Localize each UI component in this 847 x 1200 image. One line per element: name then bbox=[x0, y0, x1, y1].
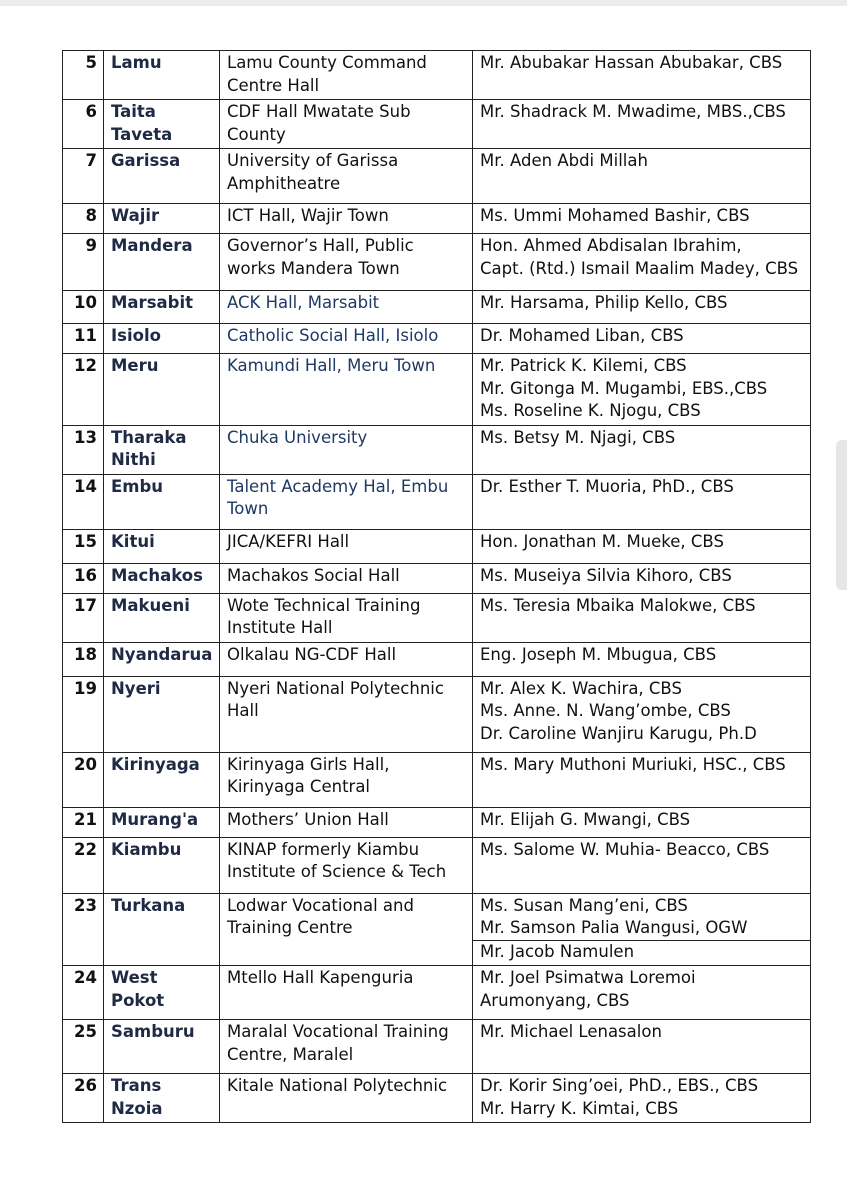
row-number: 22 bbox=[63, 837, 104, 893]
officials-cell bbox=[473, 474, 811, 529]
venue-name: Talent Academy Hal, Embu Town bbox=[220, 474, 473, 529]
county-name: Meru bbox=[104, 354, 220, 426]
officials-cell bbox=[473, 324, 811, 354]
venue-name: Machakos Social Hall bbox=[220, 563, 473, 593]
table-row bbox=[63, 234, 811, 291]
county-name: Wajir bbox=[104, 204, 220, 234]
officials-cell bbox=[473, 354, 811, 426]
row-number: 10 bbox=[63, 291, 104, 324]
county-name: Tharaka Nithi bbox=[104, 425, 220, 474]
row-number: 8 bbox=[63, 204, 104, 234]
county-name: Embu bbox=[104, 474, 220, 529]
official-name: Mr. Patrick K. Kilemi, CBS bbox=[480, 356, 687, 375]
official-name: Mr. Shadrack M. Mwadime, MBS.,CBS bbox=[480, 102, 786, 121]
officials-cell bbox=[473, 291, 811, 324]
county-name: Marsabit bbox=[104, 291, 220, 324]
official-name: Mr. Harsama, Philip Kello, CBS bbox=[480, 293, 728, 312]
official-name: Mr. Samson Palia Wangusi, OGW bbox=[480, 918, 748, 937]
row-number: 21 bbox=[63, 807, 104, 837]
venue-name: Mothers’ Union Hall bbox=[220, 807, 473, 837]
venue-name: Wote Technical Training Institute Hall bbox=[220, 593, 473, 642]
county-name: Turkana bbox=[104, 893, 220, 966]
officials-cell bbox=[473, 1020, 811, 1074]
venue-name: University of Garissa Amphitheatre bbox=[220, 149, 473, 204]
row-number: 13 bbox=[63, 425, 104, 474]
venue-name: KINAP formerly Kiambu Institute of Science & Tech bbox=[220, 837, 473, 893]
row-number: 24 bbox=[63, 966, 104, 1020]
officials-cell bbox=[473, 234, 811, 291]
county-name: Lamu bbox=[104, 51, 220, 100]
table-row bbox=[63, 563, 811, 593]
officials-cell bbox=[473, 1074, 811, 1123]
venue-name: Maralal Vocational Training Centre, Maralel bbox=[220, 1020, 473, 1074]
official-name: Dr. Esther T. Muoria, PhD., CBS bbox=[480, 476, 734, 496]
venue-name: ICT Hall, Wajir Town bbox=[220, 204, 473, 234]
row-number: 25 bbox=[63, 1020, 104, 1074]
venues-table-body bbox=[63, 51, 811, 1123]
table-row bbox=[63, 204, 811, 234]
county-name: Samburu bbox=[104, 1020, 220, 1074]
table-row bbox=[63, 51, 811, 100]
official-name: Eng. Joseph M. Mbugua, CBS bbox=[480, 644, 717, 664]
row-number: 7 bbox=[63, 149, 104, 204]
official-name: Ms. Susan Mang’eni, CBS bbox=[480, 895, 688, 915]
venue-name: Kirinyaga Girls Hall, Kirinyaga Central bbox=[220, 752, 473, 807]
venue-name: Kitale National Polytechnic bbox=[220, 1074, 473, 1123]
official-name: Ms. Roseline K. Njogu, CBS bbox=[480, 401, 701, 420]
official-name: Mr. Joel Psimatwa Loremoi Arumonyang, CBS bbox=[480, 968, 696, 1010]
row-number: 15 bbox=[63, 529, 104, 563]
official-name: Mr. Elijah G. Mwangi, CBS bbox=[480, 809, 691, 829]
officials-cell bbox=[473, 837, 811, 893]
table-row bbox=[63, 676, 811, 752]
row-number: 17 bbox=[63, 593, 104, 642]
row-number: 16 bbox=[63, 563, 104, 593]
table-row bbox=[63, 324, 811, 354]
row-number: 5 bbox=[63, 51, 104, 100]
official-name: Mr. Gitonga M. Mugambi, EBS.,CBS bbox=[480, 378, 768, 398]
official-name: Hon. Ahmed Abdisalan Ibrahim, bbox=[480, 236, 742, 255]
county-name: Kitui bbox=[104, 529, 220, 563]
county-name: West Pokot bbox=[104, 966, 220, 1020]
county-name: Taita Taveta bbox=[104, 100, 220, 149]
officials-cell bbox=[473, 100, 811, 149]
official-name: Dr. Korir Sing’oei, PhD., EBS., CBS bbox=[480, 1076, 759, 1095]
official-name: Hon. Jonathan M. Mueke, CBS bbox=[480, 531, 724, 551]
officials-cell bbox=[473, 807, 811, 837]
table-row bbox=[63, 807, 811, 837]
officials-cell bbox=[473, 966, 811, 1020]
table-row bbox=[63, 100, 811, 149]
table-row bbox=[63, 354, 811, 426]
county-name: Nyandarua bbox=[104, 642, 220, 676]
officials-cell bbox=[473, 893, 811, 966]
row-number: 18 bbox=[63, 642, 104, 676]
venue-name: Lodwar Vocational and Training Centre bbox=[220, 893, 473, 966]
table-row bbox=[63, 1074, 811, 1123]
venue-name: JICA/KEFRI Hall bbox=[220, 529, 473, 563]
venue-name: Chuka University bbox=[220, 425, 473, 474]
official-name: Ms. Ummi Mohamed Bashir, CBS bbox=[480, 206, 750, 225]
row-number: 9 bbox=[63, 234, 104, 291]
venue-name: Lamu County Command Centre Hall bbox=[220, 51, 473, 100]
venue-name: Mtello Hall Kapenguria bbox=[220, 966, 473, 1020]
row-number: 23 bbox=[63, 893, 104, 966]
official-name: Mr. Harry K. Kimtai, CBS bbox=[480, 1098, 679, 1118]
table-row bbox=[63, 474, 811, 529]
venue-name: Nyeri National Polytechnic Hall bbox=[220, 676, 473, 752]
row-number: 20 bbox=[63, 752, 104, 807]
officials-cell bbox=[473, 593, 811, 642]
row-number: 11 bbox=[63, 324, 104, 354]
table-row bbox=[63, 149, 811, 204]
venues-table bbox=[62, 50, 811, 1123]
venue-name: Governor’s Hall, Public works Mandera Town bbox=[220, 234, 473, 291]
official-name: Dr. Mohamed Liban, CBS bbox=[480, 326, 684, 345]
official-name: Mr. Aden Abdi Millah bbox=[480, 151, 648, 170]
officials-cell bbox=[473, 563, 811, 593]
officials-cell bbox=[473, 51, 811, 100]
official-name: Mr. Michael Lenasalon bbox=[480, 1022, 662, 1041]
county-name: Murang'a bbox=[104, 807, 220, 837]
county-name: Kirinyaga bbox=[104, 752, 220, 807]
official-name: Mr. Alex K. Wachira, CBS bbox=[480, 678, 682, 698]
venue-name: CDF Hall Mwatate Sub County bbox=[220, 100, 473, 149]
official-name: Ms. Anne. N. Wang’ombe, CBS bbox=[480, 701, 731, 720]
table-row bbox=[63, 1020, 811, 1074]
official-name: Ms. Teresia Mbaika Malokwe, CBS bbox=[480, 595, 756, 615]
county-name: Kiambu bbox=[104, 837, 220, 893]
row-number: 26 bbox=[63, 1074, 104, 1123]
official-name: Ms. Betsy M. Njagi, CBS bbox=[480, 427, 676, 447]
county-name: Trans Nzoia bbox=[104, 1074, 220, 1123]
county-name: Makueni bbox=[104, 593, 220, 642]
table-row bbox=[63, 291, 811, 324]
officials-cell bbox=[473, 752, 811, 807]
officials-cell bbox=[473, 642, 811, 676]
venue-name: ACK Hall, Marsabit bbox=[220, 291, 473, 324]
officials-cell bbox=[473, 149, 811, 204]
row-number: 12 bbox=[63, 354, 104, 426]
table-row bbox=[63, 529, 811, 563]
county-name: Machakos bbox=[104, 563, 220, 593]
table-row bbox=[63, 593, 811, 642]
county-name: Isiolo bbox=[104, 324, 220, 354]
table-row bbox=[63, 837, 811, 893]
official-name: Dr. Caroline Wanjiru Karugu, Ph.D bbox=[480, 723, 757, 743]
county-name: Nyeri bbox=[104, 676, 220, 752]
official-name: Ms. Museiya Silvia Kihoro, CBS bbox=[480, 565, 732, 585]
officials-cell bbox=[473, 529, 811, 563]
official-name: Ms. Mary Muthoni Muriuki, HSC., CBS bbox=[480, 754, 786, 774]
row-number: 19 bbox=[63, 676, 104, 752]
official-name: Mr. Abubakar Hassan Abubakar, CBS bbox=[480, 53, 783, 72]
officials-cell bbox=[473, 204, 811, 234]
county-name: Garissa bbox=[104, 149, 220, 204]
county-name: Mandera bbox=[104, 234, 220, 291]
row-number: 14 bbox=[63, 474, 104, 529]
official-name: Capt. (Rtd.) Ismail Maalim Madey, CBS bbox=[480, 258, 799, 278]
venue-name: Kamundi Hall, Meru Town bbox=[220, 354, 473, 426]
table-row bbox=[63, 642, 811, 676]
official-name: Ms. Salome W. Muhia- Beacco, CBS bbox=[480, 839, 770, 859]
table-row bbox=[63, 752, 811, 807]
venue-name: Catholic Social Hall, Isiolo bbox=[220, 324, 473, 354]
row-number: 6 bbox=[63, 100, 104, 149]
officials-cell bbox=[473, 425, 811, 474]
scrollbar-thumb[interactable] bbox=[836, 440, 847, 590]
viewer-top-bar bbox=[0, 0, 847, 6]
table-row bbox=[63, 425, 811, 474]
table-row bbox=[63, 966, 811, 1020]
official-name: Mr. Jacob Namulen bbox=[473, 940, 810, 964]
officials-cell bbox=[473, 676, 811, 752]
venue-name: Olkalau NG-CDF Hall bbox=[220, 642, 473, 676]
table-row bbox=[63, 893, 811, 966]
